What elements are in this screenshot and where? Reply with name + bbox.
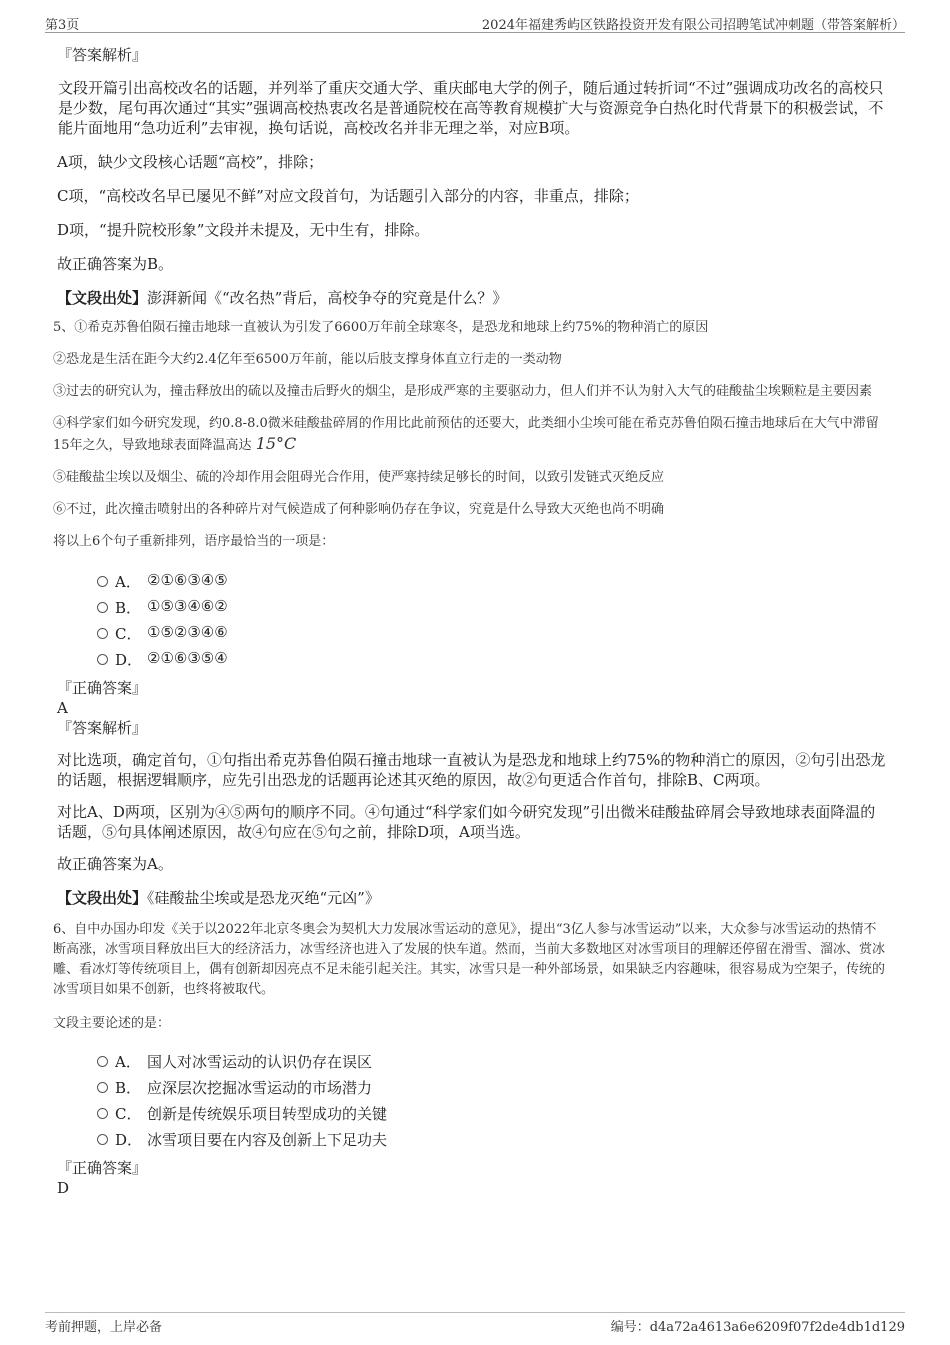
q5-conclusion: 故正确答案为A。 bbox=[57, 855, 173, 873]
q5-sentence-1: 5、①希克苏鲁伯陨石撞击地球一直被认为引发了6600万年前全球寒冬，是恐龙和地球上约75%的物种消亡的原因 bbox=[53, 320, 709, 335]
q5-sentence-2: ②恐龙是生活在距今大约2.4亿年至6500万年前，能以后肢支撑身体直立行走的一类动物 bbox=[53, 352, 562, 367]
q4-analysis-option-c: C项，“高校改名早已屡见不鲜”对应文段首句，为话题引入部分的内容，非重点，排除； bbox=[57, 187, 639, 205]
q5-option-c[interactable]: C． ①⑤②③④⑥ bbox=[57, 622, 887, 648]
page-footer bbox=[45, 1312, 905, 1337]
q6-answer: D bbox=[57, 1179, 70, 1197]
radio-icon[interactable] bbox=[97, 1108, 108, 1119]
radio-icon[interactable] bbox=[97, 1056, 108, 1067]
q5-analysis-tag: 『答案解析』 bbox=[57, 719, 148, 737]
q6-stem: 6、自中办国办印发《关于以2022年北京冬奥会为契机大力发展冰雪运动的意见》，提出“3亿人参与冰雪运动”以来，大众参与冰雪运动的热情不断高涨，冰雪项目释放出巨大的经济活力，冰雪经济也进入了发展的快车道。然而，当前大多数地区对冰雪项目的理解还停留在滑雪、溜冰、赏冰雕、看冰灯等传统项目上，偶有创新却因亮点不足未能引起关注。其实，冰雪只是一种外部场景，如果缺乏内容趣味，很容易成为空架子，传统的冰雪项目如果不创新，也终将被取代。 bbox=[53, 922, 886, 997]
document-title: 2024年福建秀屿区铁路投资开发有限公司招聘笔试冲刺题（带答案解析） bbox=[481, 18, 905, 33]
q6-option-d[interactable]: D． 冰雪项目要在内容及创新上下足功夫 bbox=[57, 1128, 887, 1154]
source-text: 《硅酸盐尘埃或是恐龙灭绝“元凶”》 bbox=[147, 889, 380, 907]
q4-analysis-option-a: A项，缺少文段核心话题“高校”，排除； bbox=[57, 153, 324, 171]
q6-answer-tag: 『正确答案』 bbox=[57, 1159, 148, 1177]
source-label: 【文段出处】 bbox=[57, 889, 148, 907]
source-text: 澎湃新闻《“改名热”背后，高校争夺的究竟是什么？》 bbox=[147, 289, 508, 307]
radio-icon[interactable] bbox=[97, 1082, 108, 1093]
radio-icon[interactable] bbox=[97, 1134, 108, 1145]
document-id: 编号：d4a72a4613a6e6209f07f2de4db1d129 bbox=[610, 1320, 905, 1335]
temperature-value: 15°C bbox=[255, 434, 297, 453]
q5-option-a[interactable]: A． ②①⑥③④⑤ bbox=[57, 570, 887, 596]
radio-icon[interactable] bbox=[97, 628, 108, 639]
q5-sentence-6: ⑥不过，此次撞击喷射出的各种碎片对气候造成了何种影响仍存在争议，究竟是什么导致大灭绝也尚不明确 bbox=[53, 502, 665, 517]
q4-analysis-option-d: D项，“提升院校形象”文段并未提及，无中生有，排除。 bbox=[57, 221, 430, 239]
q5-answer-tag: 『正确答案』 bbox=[57, 679, 148, 697]
q4-source bbox=[57, 288, 887, 308]
q6-prompt: 文段主要论述的是： bbox=[53, 1016, 171, 1031]
q6-option-a[interactable]: A． 国人对冰雪运动的认识仍存在误区 bbox=[57, 1050, 887, 1076]
source-label: 【文段出处】 bbox=[57, 289, 148, 307]
radio-icon[interactable] bbox=[97, 654, 108, 665]
page-content bbox=[53, 44, 887, 1198]
q5-option-d[interactable]: D． ②①⑥③⑤④ bbox=[57, 648, 887, 674]
q5-sentence-3: ③过去的研究认为，撞击释放出的硫以及撞击后野火的烟尘，是形成严寒的主要驱动力，但人们并不认为射入大气的硅酸盐尘埃颗粒是主要因素 bbox=[53, 384, 873, 399]
q5-sentence-5: ⑤硅酸盐尘埃以及烟尘、硫的冷却作用会阻碍光合作用，使严寒持续足够长的时间，以致引发链式灭绝反应 bbox=[53, 470, 665, 485]
q6-option-c[interactable]: C． 创新是传统娱乐项目转型成功的关键 bbox=[57, 1102, 887, 1128]
q5-prompt: 将以上6个句子重新排列，语序最恰当的一项是： bbox=[53, 534, 335, 549]
q6-option-b[interactable]: B． 应深层次挖掘冰雪运动的市场潜力 bbox=[57, 1076, 887, 1102]
page-header bbox=[45, 10, 905, 33]
q4-conclusion: 故正确答案为B。 bbox=[57, 255, 174, 273]
q4-analysis-paragraph: 文段开篇引出高校改名的话题，并列举了重庆交通大学、重庆邮电大学的例子，随后通过转折词“不过”强调成功改名的高校只是少数，尾句再次通过“其实”强调高校热衷改名是普通院校在高等教育规模扩大与资源竞争白热化时代背景下的积极尝试，不能片面地用“急功近利”去审视，换句话说，高校改名并非无理之举，对应B项。 bbox=[58, 79, 884, 137]
q5-option-b[interactable]: B． ①⑤③④⑥② bbox=[57, 596, 887, 622]
q4-analysis-tag: 『答案解析』 bbox=[57, 46, 148, 64]
radio-icon[interactable] bbox=[97, 602, 108, 613]
footer-slogan: 考前押题，上岸必备 bbox=[45, 1320, 163, 1335]
q5-options bbox=[57, 570, 887, 674]
q5-analysis-paragraph-1: 对比选项，确定首句，①句指出希克苏鲁伯陨石撞击地球一直被认为是恐龙和地球上约75%的物种消亡的原因，②句引出恐龙的话题，根据逻辑顺序，应先引出恐龙的话题再论述其灭绝的原因，故②句更适合作首句，排除B、C两项。 bbox=[57, 751, 886, 789]
page-number: 第3页 bbox=[45, 18, 80, 33]
q5-analysis-paragraph-2: 对比A、D两项，区别为④⑤两句的顺序不同。④句通过“科学家们如今研究发现”引出微米硅酸盐碎屑会导致地球表面降温的话题，⑤句具体阐述原因，故④句应在⑤句之前，排除D项，A项当选。 bbox=[57, 803, 876, 841]
radio-icon[interactable] bbox=[97, 576, 108, 587]
q6-options bbox=[57, 1050, 887, 1154]
q5-source bbox=[57, 888, 887, 908]
q5-sentence-4: ④科学家们如今研究发现，约0.8-8.0微米硅酸盐碎屑的作用比此前预估的还要大，此类细小尘埃可能在希克苏鲁伯陨石撞击地球后在大气中滞留15年之久，导致地球表面降温高达 15°C bbox=[53, 416, 879, 453]
q5-answer: A bbox=[57, 699, 68, 717]
